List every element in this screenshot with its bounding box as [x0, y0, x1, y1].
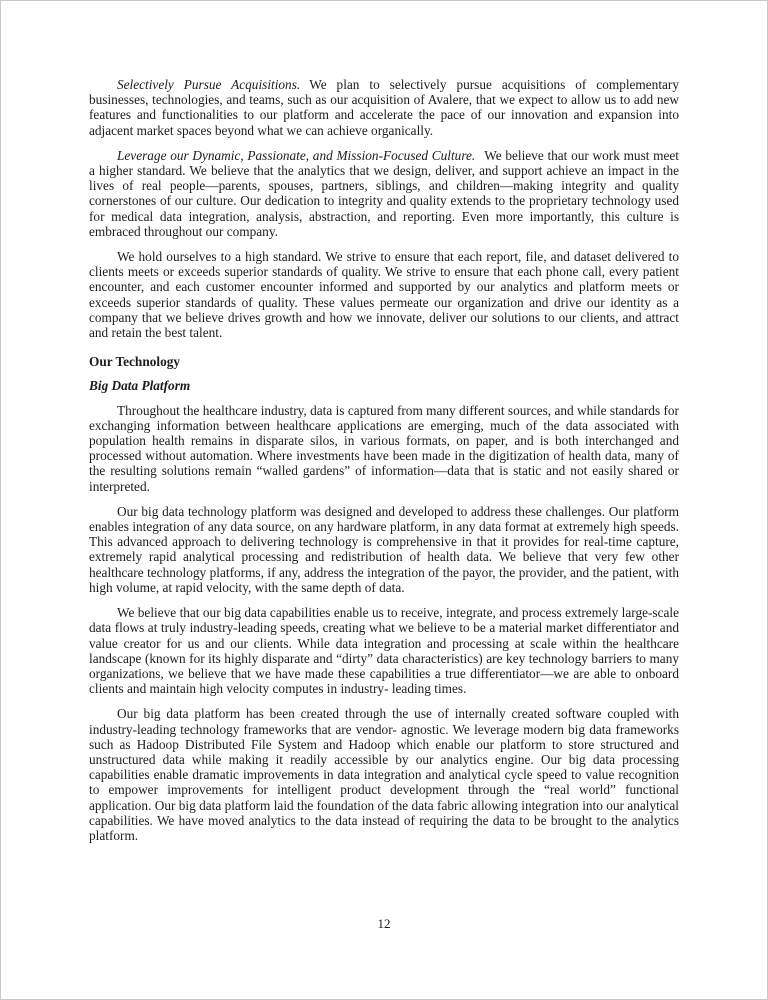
paragraph-industry-data: Throughout the healthcare industry, data is captured from many different sources, and while standards for exchanging information between healthcare applications are emerging, much of the data associated with population health remains in disparate silos, in various formats, on paper, and is both interchanged and processed without automation. Where investments have been made in the digitization of health data, many of the resulting solutions remain “walled gardens” of information—data that is static and not easily shared or interpreted.	[89, 402, 679, 494]
paragraph-standards: We hold ourselves to a high standard. We strive to ensure that each report, file, and dataset delivered to clients meets or exceeds superior standards of quality. We strive to ensure that each phone call, every patient encounter, and each customer encounter informed and supported by our analytics and platform meets or exceeds superior standards of quality. These values permeate our organization and drive our identity as a company that we believe drives growth and how we innovate, deliver our solutions to our clients, and attract and retain the best talent.	[89, 249, 679, 341]
paragraph-acquisitions-lead: Selectively Pursue Acquisitions.	[117, 77, 301, 92]
section-heading-our-technology: Our Technology	[89, 354, 181, 370]
paragraph-culture-lead: Leverage our Dynamic, Passionate, and Mission-Focused Culture.	[117, 147, 476, 163]
paragraph-culture	[89, 148, 679, 239]
paragraph-acquisitions-body: We plan to selectively pursue acquisitions of complementary businesses, technologies, and teams, such as our acquisition of Avalere, that we expect to allow us to add new features and functionalities to our platform and accelerate the pace of our innovation and expansion into adjacent market spaces beyond what we can achieve organically.	[89, 77, 679, 138]
page-content	[89, 77, 679, 853]
paragraph-culture-body: We believe that our work must meet a higher standard. We believe that the analytics that we design, deliver, and support achieve an impact in the lives of real people—parents, spouses, partners, siblings, and children—making integrity and quality cornerstones of our culture. Our dedication to integrity and quality extends to the proprietary technology used for medical data integration, analysis, abstraction, and reporting. Even more importantly, this culture is embraced throughout our company.	[89, 147, 679, 239]
page-number: 12	[377, 916, 391, 931]
subsection-heading-big-data-platform: Big Data Platform	[89, 378, 191, 394]
paragraph-big-data-capabilities: We believe that our big data capabilities enable us to receive, integrate, and process extremely large-scale data flows at truly industry-leading speeds, creating what we believe to be a material market differentiator and value creator for us and our clients. While data integration and processing at scale within the healthcare landscape (known for its highly disparate and “dirty” data characteristics) are key technology barriers to many organizations, we believe that we have made these capabilities a true differentiator—we are able to onboard clients and maintain high velocity computes in industry- leading times.	[89, 605, 679, 697]
paragraph-platform-creation: Our big data platform has been created through the use of internally created software coupled with industry-leading technology frameworks that are vendor- agnostic. We leverage modern big data frameworks such as Hadoop Distributed File System and Hadoop which enable our platform to store structured and unstructured data while making it readily accessible by our analytics engine. Our big data processing capabilities enable dramatic improvements in data integration and analytical cycle speed to value recognition to empower improvements for intelligent product development through the “real world” functional application. Our big data platform laid the foundation of the data fabric allowing integration into our analytical capabilities. We have moved analytics to the data instead of requiring the data to be brought to the analytics platform.	[89, 706, 679, 843]
paragraph-platform-design: Our big data technology platform was designed and developed to address these challenges. Our platform enables integration of any data source, on any hardware platform, in any data format at extremely high speeds. This advanced approach to delivering technology is comprehensive in that it provides for real-time capture, extremely rapid analytical processing and redistribution of health data. We believe that very few other healthcare technology platforms, if any, address the integration of the payor, the provider, and the patient, with high volume, at rapid velocity, with the same depth of data.	[89, 503, 679, 595]
paragraph-acquisitions	[89, 77, 679, 138]
